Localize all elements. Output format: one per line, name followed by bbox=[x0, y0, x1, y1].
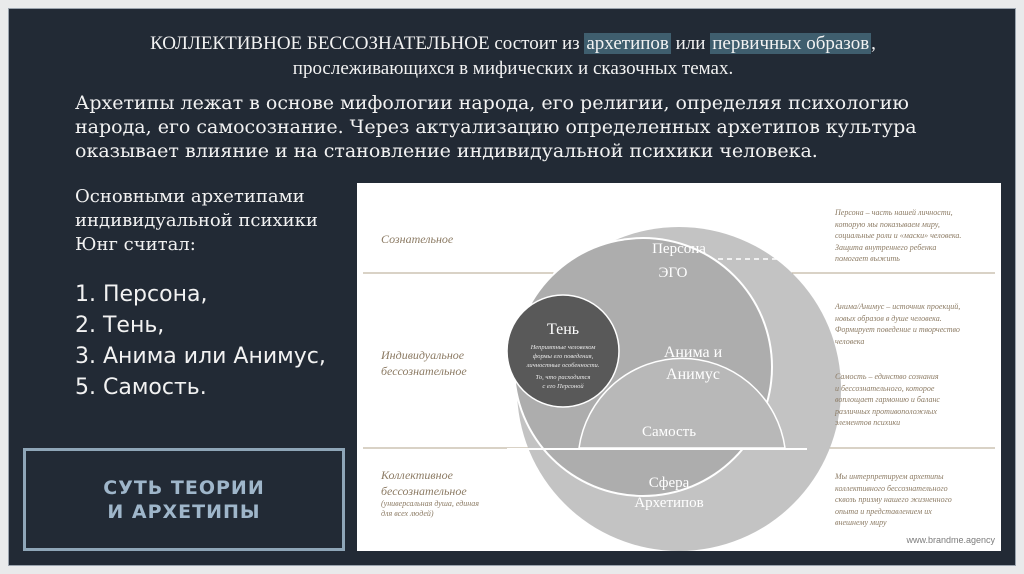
note-line: и бессознательного, которое bbox=[835, 383, 935, 393]
note-line: элементов психики bbox=[835, 418, 901, 427]
note-line: Анима/Анимус – источник проекций, bbox=[835, 302, 961, 311]
note-line: Мы интерпретируем архетипы bbox=[835, 472, 944, 481]
note-self bbox=[835, 371, 1005, 429]
self-label: Самость bbox=[641, 424, 697, 440]
sphere-label-1: Сфера bbox=[648, 475, 690, 491]
theory-button-line-2: И АРХЕТИПЫ bbox=[107, 500, 261, 523]
note-line: Защита внутреннего ребенка bbox=[835, 242, 937, 252]
archetype-list bbox=[75, 279, 326, 403]
shadow-desc-3: личностные особенности. bbox=[526, 362, 600, 369]
header-text: КОЛЛЕКТИВНОЕ БЕССОЗНАТЕЛЬНОЕ состоит из bbox=[150, 33, 585, 54]
note-line: различных противоположных bbox=[835, 406, 937, 416]
slide bbox=[8, 8, 1016, 566]
header-comma: , bbox=[871, 33, 876, 54]
shadow-desc-4: То, что расходится bbox=[535, 374, 591, 381]
zone-label-collective-sub-2: для всех людей) bbox=[381, 509, 434, 518]
slide-header bbox=[9, 31, 1017, 81]
note-line: воплощает гармонию и баланс bbox=[835, 395, 940, 404]
header-text-or: или bbox=[670, 33, 711, 54]
note-line: новых образов в душе человека. bbox=[835, 313, 942, 323]
zone-label-individual-1: Индивидуальное bbox=[381, 348, 465, 362]
note-persona bbox=[835, 207, 1005, 265]
ego-label: ЭГО bbox=[658, 265, 688, 281]
note-line: Самость – единство сознания bbox=[835, 372, 939, 381]
highlight-archetypes: архетипов bbox=[586, 33, 669, 54]
zone-label-individual-2: бессознательное bbox=[381, 364, 467, 378]
list-item: 1. Персона, bbox=[75, 282, 208, 307]
note-line: опыта и представлением их bbox=[835, 506, 932, 516]
list-item: 2. Тень, bbox=[75, 313, 165, 338]
note-line: Персона – часть нашей личности, bbox=[835, 208, 953, 217]
zone-label-individual bbox=[381, 347, 467, 379]
list-item: 3. Анима или Анимус, bbox=[75, 344, 326, 369]
note-line: помогает выжить bbox=[835, 254, 900, 263]
lead-text bbox=[75, 185, 365, 257]
zone-label-collective-sub-1: (универсальная душа, единая bbox=[381, 499, 479, 508]
note-anima bbox=[835, 301, 1005, 347]
zone-label-conscious: Сознательное bbox=[381, 232, 454, 246]
intro-paragraph: Архетипы лежат в основе мифологии народа, его религии, определяя психологию народа, его самосознание. Через актуализацию определенных архетипов культура оказывает влияние и на становление индивидуальной психики человека. bbox=[75, 92, 917, 162]
anima-label-1: Анима и bbox=[663, 344, 723, 361]
highlight-primary-images: первичных образов bbox=[712, 33, 870, 54]
shadow-desc-1: Неприятные человеком bbox=[530, 344, 596, 351]
lead-line-1: Основными архетипами bbox=[75, 186, 305, 207]
theory-button-line-1: СУТЬ ТЕОРИИ bbox=[103, 476, 265, 499]
list-item: 5. Самость. bbox=[75, 375, 207, 400]
shadow-desc-5: с его Персоной bbox=[542, 383, 584, 390]
zone-label-collective bbox=[381, 467, 479, 519]
zone-label-collective-1: Коллективное bbox=[381, 468, 453, 482]
note-line: которую мы показываем миру, bbox=[835, 219, 940, 229]
persona-label: Персона bbox=[652, 241, 706, 257]
lead-line-3: Юнг считал: bbox=[75, 234, 196, 255]
header-line-2: прослеживающихся в мифических и сказочных темах. bbox=[292, 58, 734, 79]
note-line: сквозь призму нашего жизненного bbox=[835, 495, 952, 504]
note-line: внешнему миру bbox=[835, 518, 887, 527]
shadow-circle bbox=[507, 295, 619, 407]
note-line: коллективного бессознательного bbox=[835, 483, 948, 493]
header-line-1 bbox=[9, 31, 1017, 56]
watermark: www.brandme.agency bbox=[906, 535, 995, 545]
shadow-desc-2: формы его поведения, bbox=[532, 353, 594, 360]
zone-label-collective-2: бессознательное bbox=[381, 484, 467, 498]
anima-label-2: Анимус bbox=[666, 366, 720, 383]
theory-button[interactable] bbox=[23, 448, 345, 551]
note-line: Формирует поведение и творчество bbox=[835, 325, 960, 334]
note-line: социальные роли и «маски» человека. bbox=[835, 231, 962, 240]
note-line: человека bbox=[835, 336, 865, 346]
lead-line-2: индивидуальной психики bbox=[75, 210, 318, 231]
archetype-diagram bbox=[357, 183, 1001, 551]
sphere-label-2: Архетипов bbox=[634, 495, 704, 511]
note-sphere bbox=[835, 471, 1005, 529]
shadow-label: Тень bbox=[546, 321, 580, 338]
